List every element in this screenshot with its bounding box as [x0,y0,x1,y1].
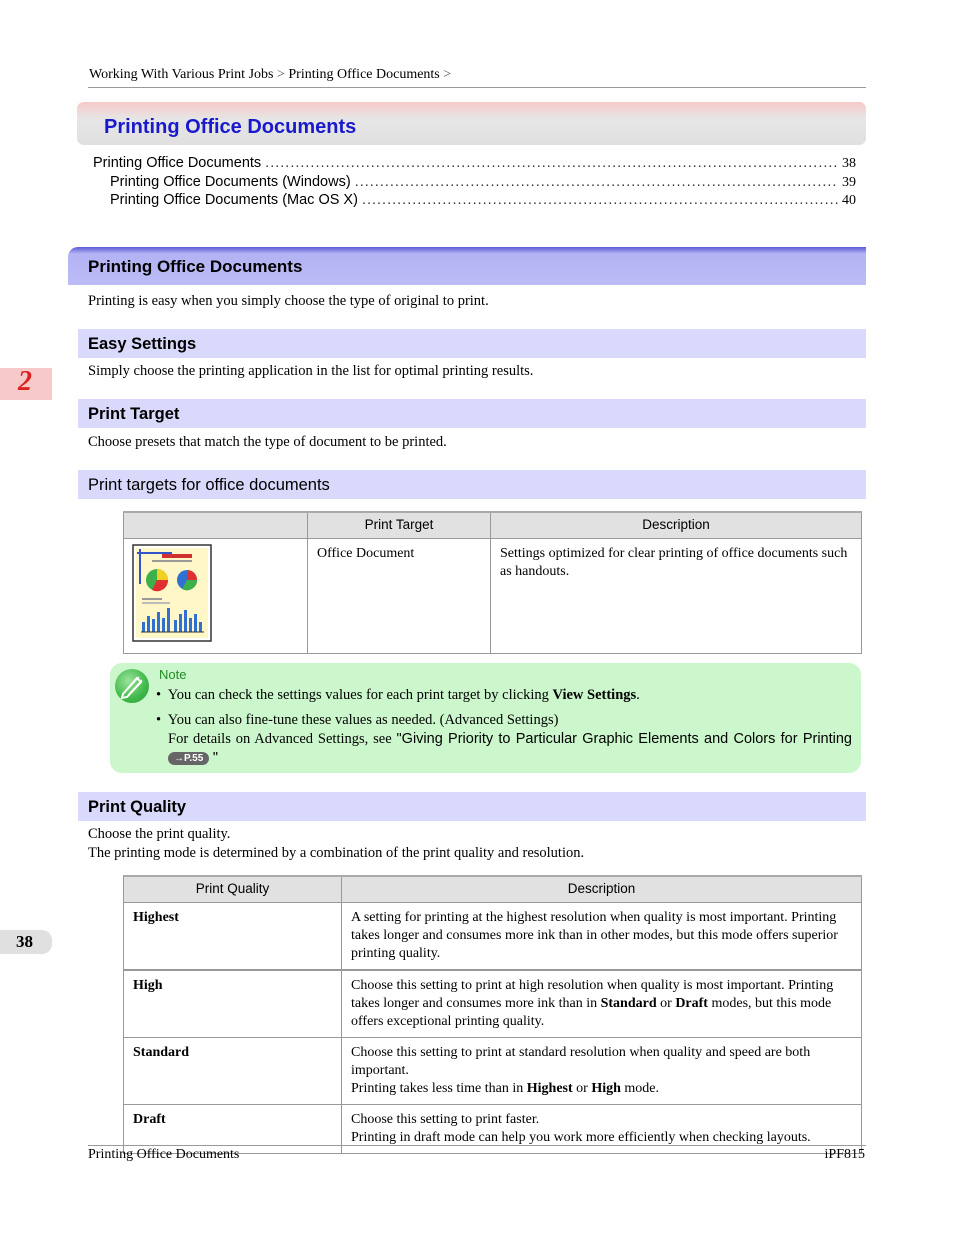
toc-leader [362,192,838,208]
footer-model: iPF815 [824,1147,865,1162]
note-text: For details on Advanced Settings, see [168,731,397,747]
table-row [124,970,862,1038]
print-target-table [123,511,862,654]
chapter-title: Printing Office Documents [104,116,357,138]
bullet-icon: • [156,687,162,703]
pencil-icon [115,669,149,703]
cell-text: or [572,1080,592,1096]
table-row [124,902,862,970]
cell-text: Choose this setting to print at standard resolution when quality and speed are both important. [351,1044,811,1078]
toc-entry-page: 39 [842,175,856,190]
easy-settings-text: Simply choose the printing application in the list for optimal printing results. [88,363,534,379]
section-intro: Printing is easy when you simply choose the type of original to print. [88,293,489,309]
print-targets-office-heading: Print targets for office documents [88,476,330,494]
toc-entry-page: 40 [842,193,856,208]
office-document-thumbnail [132,544,212,642]
toc-entry[interactable] [93,155,856,172]
reference-link[interactable]: "Giving Priority to Particular Graphic Elements and Colors for Printing [396,731,852,747]
table-cell: Office Document [308,538,491,653]
cell-term: Draft [675,995,708,1011]
cell-term: High [591,1080,621,1096]
note-text: You can also fine-tune these values as needed. (Advanced Settings) [167,712,559,728]
breadcrumb-item[interactable]: Working With Various Print Jobs [89,67,274,82]
page-reference-badge[interactable]: →P.55 [168,752,209,765]
table-cell: A setting for printing at the highest resolution when quality is most important. Printing takes longer and consumes more ink than in other modes, but this mode offers superior printing quality. [342,902,862,970]
table-cell-mode: High [124,970,342,1038]
print-target-heading: Print Target [88,405,180,423]
subsection-bar [78,399,866,428]
table-header: Print Target [308,512,491,538]
note-reference [168,730,852,749]
toc-entry-label: Printing Office Documents (Windows) [110,174,351,190]
table-header: Description [491,512,862,538]
subsection-bar [78,792,866,821]
toc-entry-label: Printing Office Documents [93,155,262,171]
table-cell-mode: Draft [124,1104,342,1153]
table-header: Print Quality [124,876,342,902]
header-divider [88,87,866,88]
table-row [124,1037,862,1104]
print-quality-text: The printing mode is determined by a combination of the print quality and resolution. [88,845,585,861]
table-cell-mode: Highest [124,902,342,970]
cell-text: mode. [620,1080,660,1096]
table-cell [124,538,308,653]
cell-text: modes, but this mode offers exceptional printing quality. [351,995,832,1029]
cell-text: Printing takes less time than in [351,1080,527,1096]
cell-text: Choose this setting to print at high resolution when quality is most important. Printing takes longer and consumes more ink than in [351,977,834,1011]
print-target-text: Choose presets that match the type of document to be printed. [88,434,447,450]
toc-entry[interactable] [110,192,856,209]
table-cell: Settings optimized for clear printing of office documents such as handouts. [491,538,862,653]
footer-divider [88,1145,866,1146]
table-cell-mode: Standard [124,1037,342,1104]
breadcrumb-item[interactable]: Printing Office Documents [288,67,440,82]
view-settings-term: View Settings [552,687,637,703]
cell-text: Choose this setting to print faster. [351,1111,540,1127]
note-reference-end [168,750,218,767]
table-cell [342,1037,862,1104]
page-number: 38 [16,932,33,951]
table-cell [342,970,862,1038]
breadcrumb [89,67,451,83]
note-text: You can check the settings values for each print target by clicking [167,687,553,703]
print-quality-table [123,875,862,1154]
print-quality-heading: Print Quality [88,798,187,816]
note-text: . [636,687,640,703]
print-quality-text: Choose the print quality. [88,826,231,842]
toc-entry-page: 38 [842,156,856,171]
toc-entry[interactable] [110,174,856,191]
breadcrumb-separator: > [276,67,285,82]
toc-leader [265,155,838,171]
table-row [124,538,862,653]
cell-term: Highest [526,1080,573,1096]
breadcrumb-separator: > [443,67,452,82]
cell-text: Printing in draft mode can help you work more efficiently when checking layouts. [351,1129,811,1145]
toc-leader [355,174,838,190]
note-text: " [212,750,219,766]
note-bullet [156,712,558,729]
cell-term: Standard [600,995,657,1011]
cell-text: or [656,995,676,1011]
section-title: Printing Office Documents [88,257,303,276]
note-bullet [156,687,640,704]
chapter-number: 2 [18,366,32,397]
toc-entry-label: Printing Office Documents (Mac OS X) [110,192,358,208]
footer-title: Printing Office Documents [88,1147,240,1162]
easy-settings-heading: Easy Settings [88,335,197,353]
table-header: Description [342,876,862,902]
table-header [124,512,308,538]
note-label: Note [159,667,187,682]
bullet-icon: • [156,712,162,728]
